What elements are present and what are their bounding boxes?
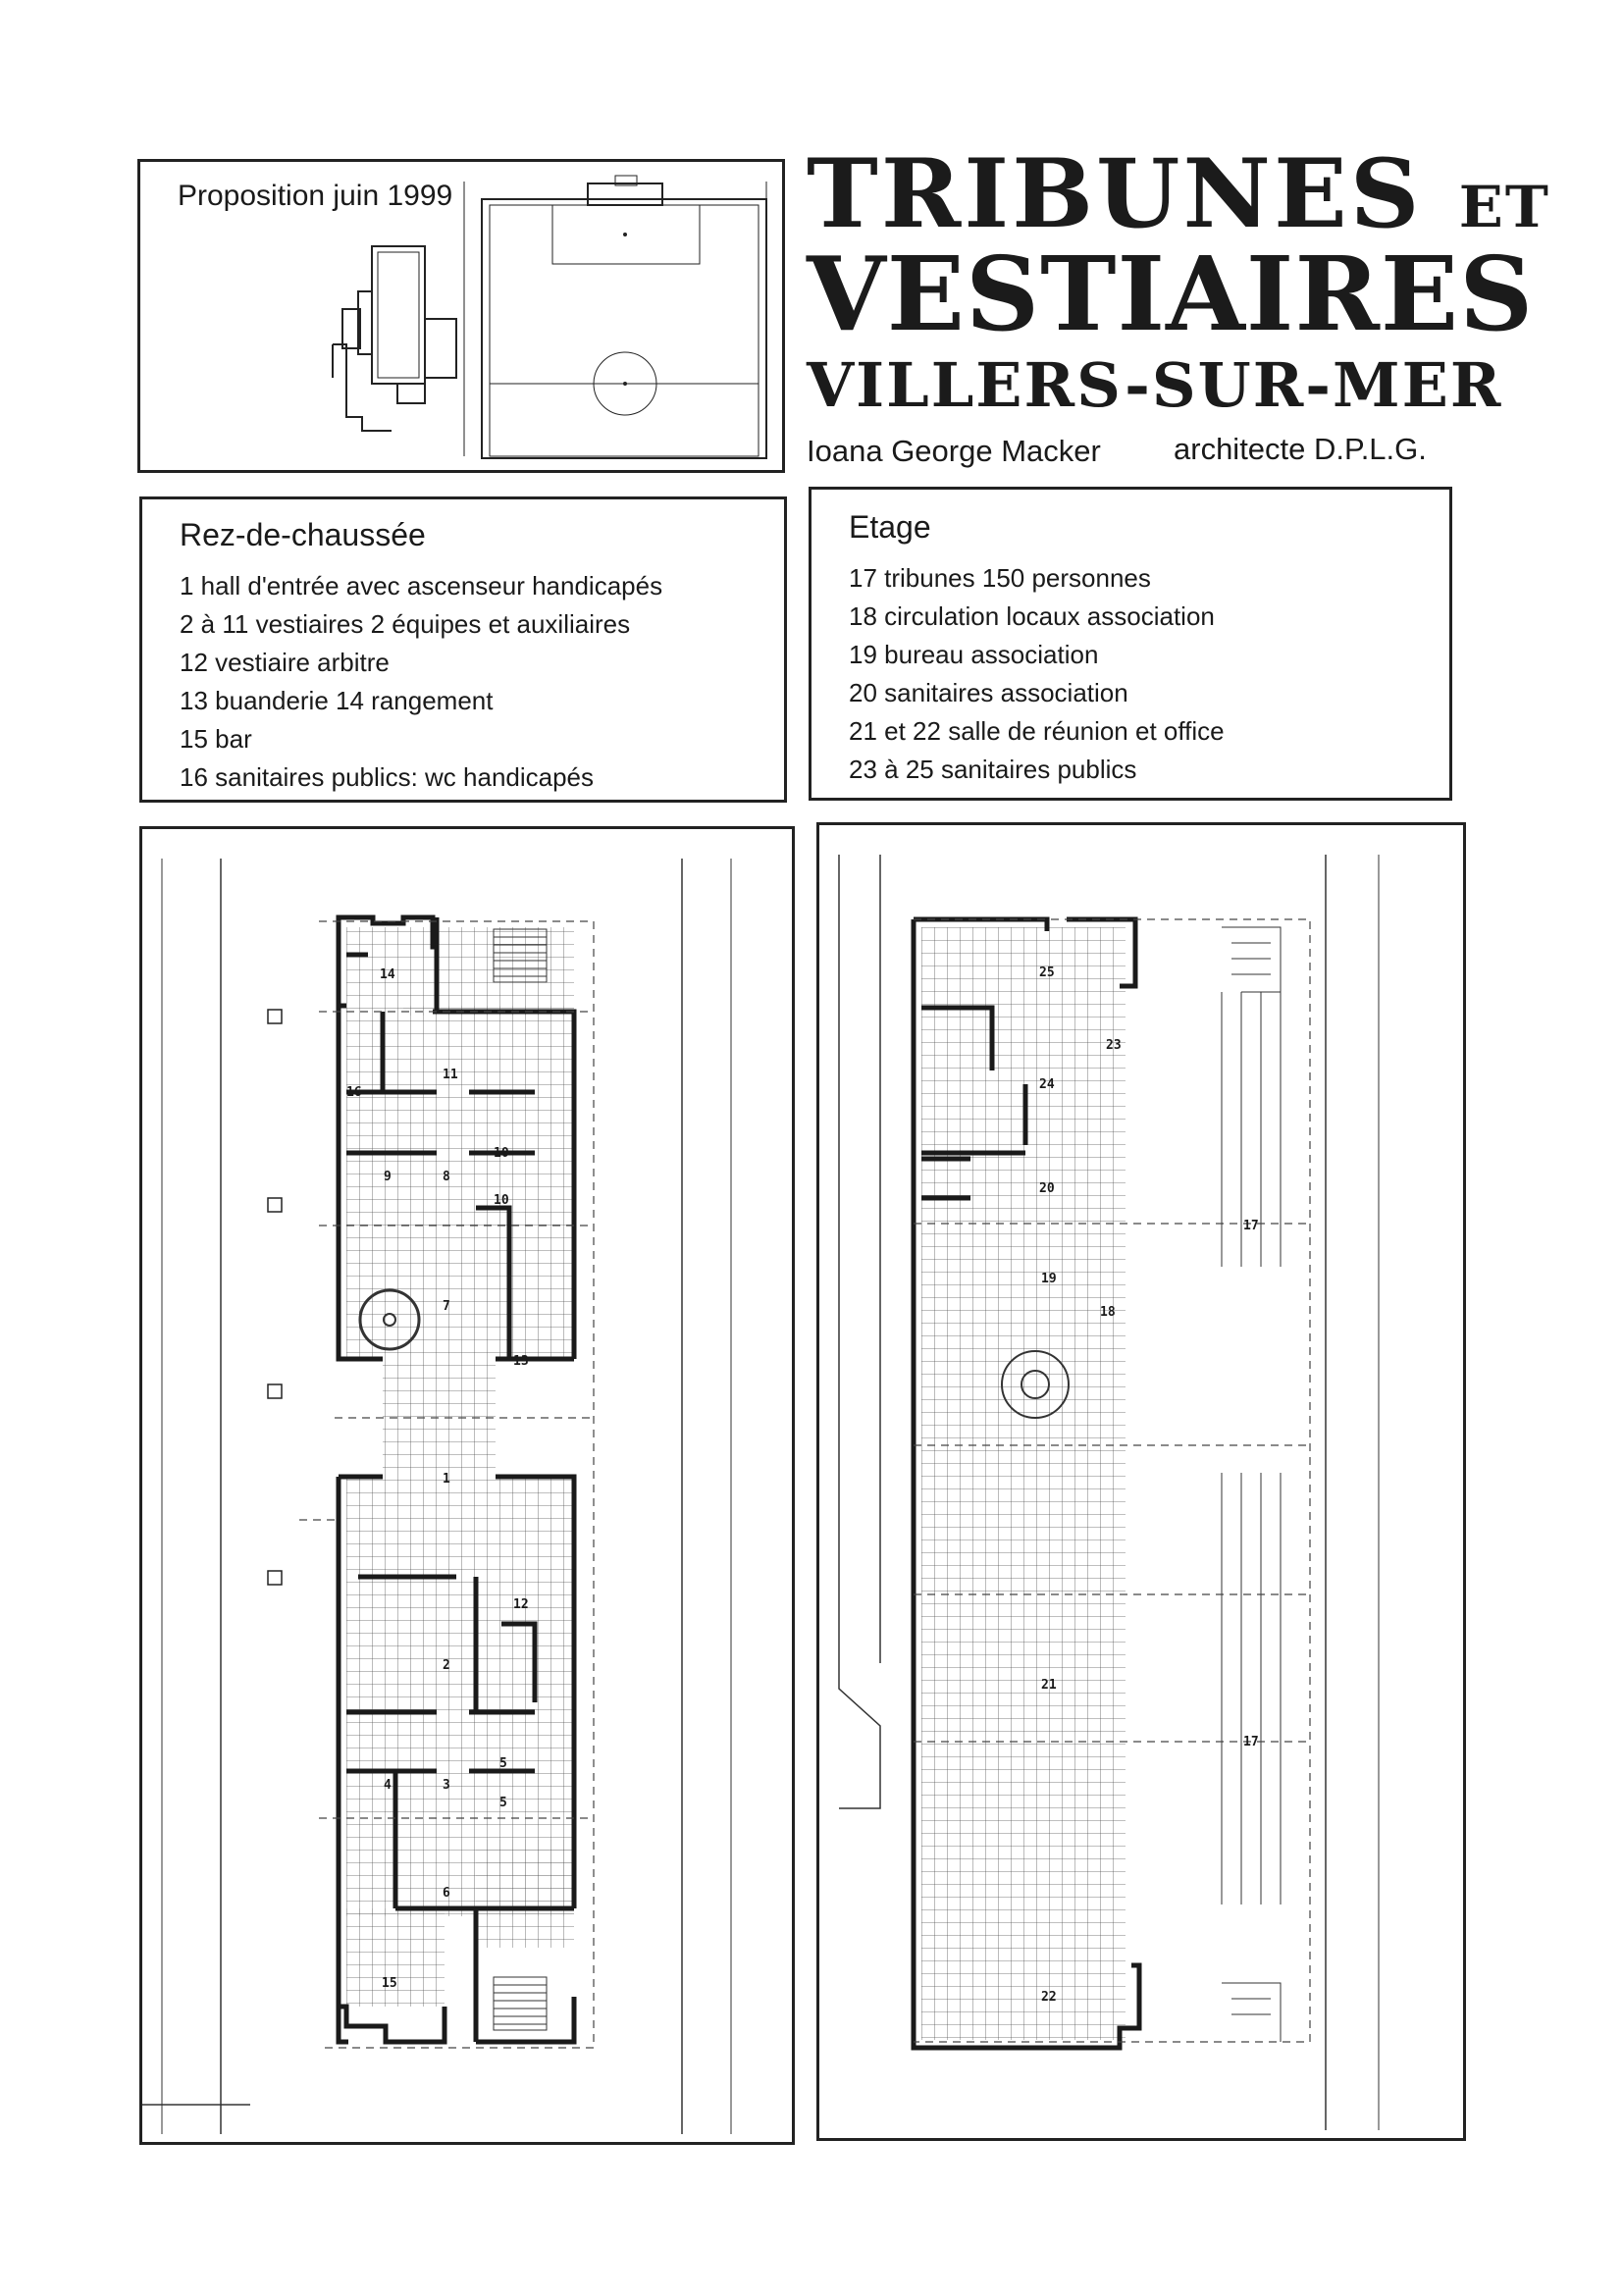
legend-item: 20 sanitaires association — [849, 678, 1128, 707]
title-line-3: VILLERS-SUR-MER — [807, 349, 1503, 421]
room-label: 5 — [499, 1756, 507, 1771]
room-label: 17 — [1243, 1219, 1259, 1233]
site-plan-label: Proposition juin 1999 — [178, 180, 453, 212]
title-line-1: TRIBUNES — [807, 138, 1423, 249]
legend-ground-heading: Rez-de-chaussée — [180, 517, 426, 552]
room-label: 12 — [513, 1597, 529, 1612]
site-plan-drawing — [140, 162, 782, 470]
room-label: 21 — [1041, 1678, 1057, 1693]
room-label: 2 — [443, 1658, 450, 1673]
legend-item: 12 vestiaire arbitre — [180, 648, 390, 677]
room-label: 19 — [1041, 1272, 1057, 1286]
room-label: 4 — [384, 1778, 392, 1793]
upper-floor-plan-box — [816, 822, 1466, 2141]
room-label: 17 — [1243, 1735, 1259, 1749]
legend-item: 19 bureau association — [849, 640, 1099, 669]
room-label: 10 — [494, 1146, 509, 1161]
legend-item: 23 à 25 sanitaires publics — [849, 755, 1137, 784]
legend-item: 2 à 11 vestiaires 2 équipes et auxiliaires — [180, 609, 631, 639]
room-label: 8 — [443, 1170, 450, 1184]
legend-item: 17 tribunes 150 personnes — [849, 563, 1151, 593]
legend-item: 16 sanitaires publics: wc handicapés — [180, 762, 595, 792]
site-building — [372, 246, 425, 384]
room-label: 16 — [346, 1085, 362, 1100]
room-label: 18 — [1100, 1305, 1116, 1320]
room-label: 1 — [443, 1472, 450, 1487]
legend-item: 15 bar — [180, 724, 252, 754]
author-name: Ioana George Macker — [807, 434, 1101, 468]
room-label: 5 — [499, 1796, 507, 1810]
legend-item: 13 buanderie 14 rangement — [180, 686, 494, 715]
upper-floor-plan — [819, 825, 1463, 2138]
room-label: 23 — [1106, 1038, 1122, 1053]
legend-item: 18 circulation locaux association — [849, 601, 1215, 631]
room-label: 7 — [443, 1299, 450, 1314]
room-label: 11 — [443, 1068, 458, 1082]
room-label: 20 — [1039, 1181, 1055, 1196]
room-label: 25 — [1039, 965, 1055, 980]
legend-upper-floor — [809, 487, 1452, 801]
room-label: 10 — [494, 1193, 509, 1208]
ground-floor-plan — [142, 829, 792, 2142]
title-line-1-suffix: ET — [1458, 174, 1550, 240]
room-label: 22 — [1041, 1990, 1057, 2005]
room-label: 9 — [384, 1170, 392, 1184]
legend-item: 21 et 22 salle de réunion et office — [849, 716, 1225, 746]
room-label: 6 — [443, 1886, 450, 1901]
site-pitch — [482, 199, 766, 458]
legend-item: 1 hall d'entrée avec ascenseur handicapés — [180, 571, 663, 600]
author-profession: architecte D.P.L.G. — [1174, 432, 1427, 466]
project-title — [807, 138, 1550, 421]
room-label: 24 — [1039, 1077, 1055, 1092]
legend-upper-heading: Etage — [849, 509, 931, 545]
site-plan-box — [137, 159, 785, 473]
room-label: 14 — [380, 967, 395, 982]
room-label: 15 — [382, 1976, 397, 1991]
room-label: 3 — [443, 1778, 450, 1793]
title-line-2: VESTIAIRES — [807, 234, 1535, 354]
room-label: 13 — [513, 1354, 529, 1369]
ground-floor-plan-box — [139, 826, 795, 2145]
legend-ground-floor — [139, 496, 787, 803]
